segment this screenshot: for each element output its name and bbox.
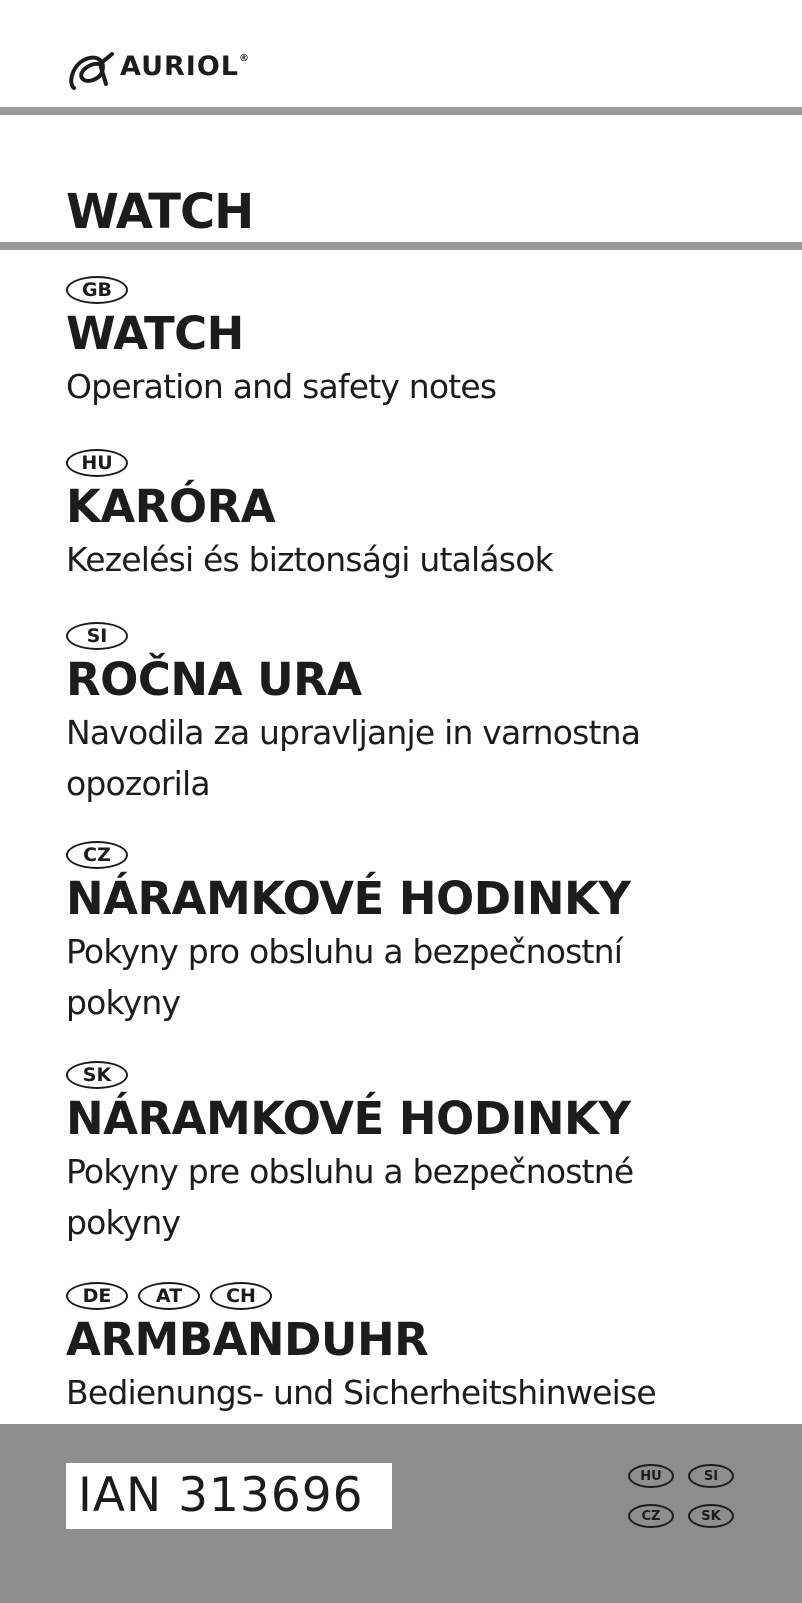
language-badge: GB bbox=[66, 276, 128, 304]
language-badge: CZ bbox=[66, 841, 128, 869]
language-badge: SI bbox=[66, 622, 128, 650]
section-subtitle: Navodila za upravljanje in varnostna opozorila bbox=[66, 713, 641, 803]
language-badges bbox=[66, 838, 786, 872]
section-si bbox=[66, 619, 786, 809]
language-badge: AT bbox=[138, 1282, 200, 1310]
language-badges bbox=[66, 1279, 786, 1313]
section-subtitle: Operation and safety notes bbox=[66, 367, 497, 406]
brand-logo bbox=[66, 44, 250, 96]
language-badge: DE bbox=[66, 1282, 128, 1310]
section-title: ARMBANDUHR bbox=[66, 1313, 429, 1366]
footer-language-badge: SK bbox=[688, 1504, 734, 1528]
footer-language-badge: CZ bbox=[628, 1504, 674, 1528]
section-title: NÁRAMKOVÉ HODINKY bbox=[66, 872, 631, 925]
section-subtitle: Pokyny pro obsluhu a bezpečnostní pokyny bbox=[66, 932, 623, 1022]
language-badge: SK bbox=[66, 1061, 128, 1089]
footer-language-badge: SI bbox=[688, 1464, 734, 1488]
language-badges bbox=[66, 273, 786, 307]
section-subtitle: Bedienungs- und Sicherheitshinweise bbox=[66, 1373, 656, 1412]
language-badge: HU bbox=[66, 449, 128, 477]
section-subtitle: Pokyny pre obsluhu a bezpečnostné pokyny bbox=[66, 1152, 634, 1242]
section-cz bbox=[66, 838, 786, 1028]
section-gb bbox=[66, 273, 786, 412]
footer-band bbox=[0, 1424, 802, 1603]
ian-number: IAN 313696 bbox=[78, 1468, 364, 1523]
footer-language-badge: HU bbox=[628, 1464, 674, 1488]
section-de-at-ch bbox=[66, 1279, 786, 1418]
language-badge: CH bbox=[210, 1282, 272, 1310]
section-title: KARÓRA bbox=[66, 480, 276, 533]
section-title: ROČNA URA bbox=[66, 653, 362, 706]
section-title: NÁRAMKOVÉ HODINKY bbox=[66, 1092, 631, 1145]
language-badges bbox=[66, 619, 786, 653]
language-badges bbox=[66, 446, 786, 480]
section-title: WATCH bbox=[66, 307, 244, 360]
title-rule bbox=[0, 242, 802, 250]
section-subtitle: Kezelési és biztonsági utalások bbox=[66, 540, 553, 579]
top-rule bbox=[0, 107, 802, 115]
language-badges bbox=[66, 1058, 786, 1092]
page-title: WATCH bbox=[66, 184, 254, 240]
brand-name: AURIOL® bbox=[120, 50, 250, 82]
ian-box bbox=[66, 1463, 392, 1529]
section-sk bbox=[66, 1058, 786, 1248]
auriol-logo-icon bbox=[66, 44, 122, 96]
section-hu bbox=[66, 446, 786, 585]
